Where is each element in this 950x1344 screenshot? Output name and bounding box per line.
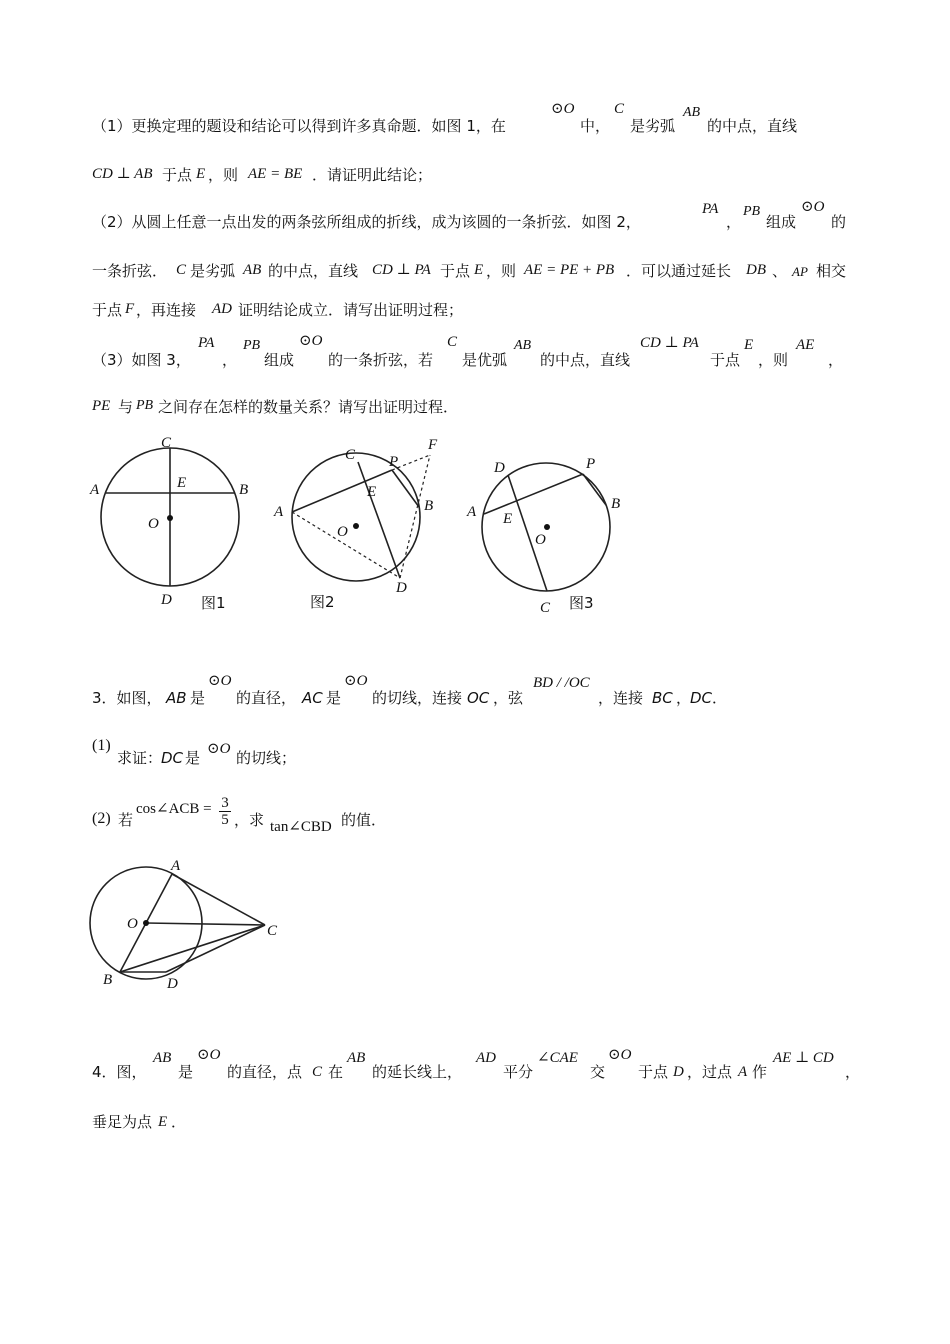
math-pa: PA: [702, 201, 719, 217]
math-cd-perp-ab: CD ⊥ AB: [92, 166, 153, 182]
segment-ad: [292, 512, 400, 578]
arc-ab: AB: [683, 105, 701, 120]
circle: [292, 453, 420, 581]
text: 于点: [710, 351, 741, 369]
text: 3．如图，: [92, 689, 162, 707]
text: ，弦: [493, 689, 524, 707]
figures-problem-2: [0, 420, 950, 620]
math-cd-perp-pa: CD ⊥ PA: [372, 262, 431, 278]
text: 是劣弧: [630, 117, 676, 135]
label-o: O: [535, 532, 546, 548]
figure-1-caption: 图1: [201, 594, 226, 612]
math-tan-cbd: tan∠CBD: [270, 819, 332, 835]
math-e: E: [744, 337, 754, 353]
text: 是优弧: [462, 351, 508, 369]
text: （3）如图 3，: [92, 351, 191, 369]
math-dc: DC: [161, 749, 184, 767]
text: 的延长线上，: [372, 1063, 463, 1081]
label-e: E: [177, 475, 187, 491]
figure-2: [273, 437, 438, 611]
text: 与: [118, 398, 134, 416]
math-e: E: [158, 1114, 168, 1130]
label-d: D: [161, 592, 172, 608]
math-ad: AD: [476, 1050, 496, 1066]
label-b: B: [239, 482, 249, 498]
denominator: 5: [221, 812, 229, 828]
text: 中，: [580, 117, 611, 135]
math-ap: AP: [792, 264, 808, 279]
text: 于点: [440, 262, 471, 280]
label-e: E: [367, 484, 377, 500]
text: 的直径，点: [227, 1063, 303, 1081]
circle-o-symbol: ⊙O: [197, 1047, 221, 1063]
text: 的中点，直线: [268, 262, 359, 280]
text: 的直径，: [236, 689, 297, 707]
label-d: D: [167, 976, 178, 990]
math-pe: PE: [92, 398, 111, 414]
text: ，则: [208, 166, 239, 184]
label-c: C: [267, 923, 278, 939]
math-ad: AD: [212, 301, 232, 317]
math-bc: BC: [652, 689, 673, 707]
circle-o-symbol: ⊙O: [344, 673, 368, 689]
segment-oc: [146, 923, 265, 925]
text: 是: [326, 689, 342, 707]
text: 相交: [816, 262, 847, 280]
math-bd-parallel-oc: BD / /OC: [533, 675, 590, 691]
label-c: C: [161, 435, 172, 451]
math-ae: AE: [796, 337, 815, 353]
text: 交: [590, 1063, 606, 1081]
text: ，则: [758, 351, 789, 369]
math-ac: AC: [302, 689, 323, 707]
math-e: E: [196, 166, 206, 182]
math-c: C: [447, 334, 458, 350]
chord-pa: [484, 474, 583, 514]
text: 的切线，连接: [372, 689, 463, 707]
math-c: C: [176, 262, 187, 278]
label-a: A: [274, 504, 284, 520]
math-oc: OC: [467, 689, 490, 707]
text: ，再连接: [136, 301, 197, 319]
text: 的中点，直线: [707, 117, 798, 135]
text: （1）更换定理的题设和结论可以得到许多真命题．如图 1，在: [92, 117, 506, 135]
text: 组成: [766, 213, 797, 231]
numerator: 3: [221, 795, 229, 811]
text: ，: [845, 1063, 861, 1081]
label-o: O: [127, 916, 138, 932]
text: ，则: [486, 262, 517, 280]
math-ab: AB: [347, 1050, 366, 1066]
label-p: P: [586, 456, 596, 472]
label-c: C: [540, 600, 551, 616]
math-a: A: [738, 1064, 748, 1080]
text: ，过点: [687, 1063, 733, 1081]
text: 求证：: [117, 749, 163, 767]
chord-pb: [583, 474, 606, 505]
math-c: C: [614, 101, 625, 117]
math-ab: AB: [166, 689, 187, 707]
figure-1: [89, 435, 248, 612]
text: 于点: [162, 166, 193, 184]
label-a: A: [171, 858, 181, 874]
label-o: O: [148, 516, 159, 532]
text: 的: [831, 213, 847, 231]
label-e: E: [503, 511, 513, 527]
center-dot: [167, 515, 173, 521]
text: ．可以通过延长: [626, 262, 732, 280]
text: ，: [828, 351, 844, 369]
label-f: F: [428, 437, 438, 453]
circle-o-symbol: ⊙O: [551, 101, 575, 117]
math-c: C: [312, 1064, 323, 1080]
math-f: F: [125, 301, 135, 317]
math-ae-eq-be: AE = BE: [248, 166, 303, 182]
text: ．: [171, 1113, 187, 1131]
figure-2-caption: 图2: [310, 593, 335, 611]
math-ae-perp-cd: AE ⊥ CD: [773, 1050, 834, 1066]
text: 是: [185, 749, 201, 767]
circle-o-symbol: ⊙O: [299, 333, 323, 349]
question-number: (1): [92, 737, 111, 754]
tangent-ac: [172, 874, 265, 925]
text: 于点: [92, 301, 123, 319]
label-d: D: [396, 580, 407, 596]
center-dot: [353, 523, 359, 529]
circle-o-symbol: ⊙O: [608, 1047, 632, 1063]
center-dot: [544, 524, 550, 530]
text: 组成: [264, 351, 295, 369]
text: 、: [772, 262, 788, 280]
text: 一条折弦．: [92, 262, 168, 280]
math-pb: PB: [243, 338, 261, 353]
label-o: O: [337, 524, 348, 540]
text: ，: [726, 213, 742, 231]
text: ，: [222, 351, 238, 369]
text: 是: [178, 1063, 194, 1081]
text: 是劣弧: [190, 262, 236, 280]
label-b: B: [611, 496, 621, 512]
figure-3: [466, 456, 620, 616]
line-cd: [358, 462, 400, 578]
label-d: D: [494, 460, 505, 476]
center-dot: [143, 920, 149, 926]
label-c: C: [345, 447, 356, 463]
label-p: P: [389, 454, 399, 470]
math-db: DB: [746, 262, 766, 278]
math-ab: AB: [153, 1050, 172, 1066]
text: 的中点，直线: [540, 351, 631, 369]
text: 的切线；: [236, 749, 297, 767]
circle-o-symbol: ⊙O: [207, 741, 231, 757]
text: 的一条折弦，若: [328, 351, 434, 369]
text: ．请证明此结论；: [312, 166, 433, 184]
math-ae-eq-pe-plus-pb: AE = PE + PB: [524, 262, 615, 278]
text: 之间存在怎样的数量关系？请写出证明过程．: [158, 398, 459, 416]
circle-o-symbol: ⊙O: [208, 673, 232, 689]
text: 若: [118, 811, 134, 829]
text: ．: [712, 689, 728, 707]
text: （2）从圆上任意一点出发的两条弦所组成的折线，成为该圆的一条折弦．如图 2，: [92, 213, 641, 231]
math-pb: PB: [136, 398, 154, 413]
tangent-dc: [166, 925, 265, 972]
text: 平分: [503, 1063, 534, 1081]
text: ，连接: [598, 689, 644, 707]
figure-3-caption: 图3: [569, 594, 594, 612]
text: 在: [328, 1063, 344, 1081]
text: 证明结论成立．请写出证明过程；: [238, 301, 464, 319]
fraction-3-5: [218, 795, 232, 828]
label-b: B: [103, 972, 113, 988]
figure-problem-3: [0, 850, 950, 990]
label-a: A: [90, 482, 100, 498]
label-b: B: [424, 498, 434, 514]
math-cos-acb: cos∠ACB =: [136, 801, 212, 817]
label-a: A: [467, 504, 477, 520]
text: 4．图，: [92, 1063, 147, 1081]
text: 垂足为点: [92, 1113, 153, 1131]
math-pa: PA: [198, 335, 215, 351]
text: ，: [676, 689, 692, 707]
math-e: E: [474, 262, 484, 278]
math-pb: PB: [743, 204, 761, 219]
text: ，求: [234, 811, 265, 829]
extension-bf: [400, 455, 430, 578]
arc-ab: AB: [514, 338, 532, 353]
text: 于点: [638, 1063, 669, 1081]
arc-ab: AB: [243, 262, 262, 278]
text: 是: [190, 689, 206, 707]
math-angle-cae: ∠CAE: [537, 1050, 578, 1066]
text: 的值．: [341, 811, 387, 829]
circle-o-symbol: ⊙O: [801, 199, 825, 215]
math-d: D: [673, 1064, 684, 1080]
question-number: (2): [92, 810, 111, 827]
math-cd-perp-pa: CD ⊥ PA: [640, 335, 699, 351]
text: 作: [752, 1063, 768, 1081]
math-dc: DC: [690, 689, 713, 707]
